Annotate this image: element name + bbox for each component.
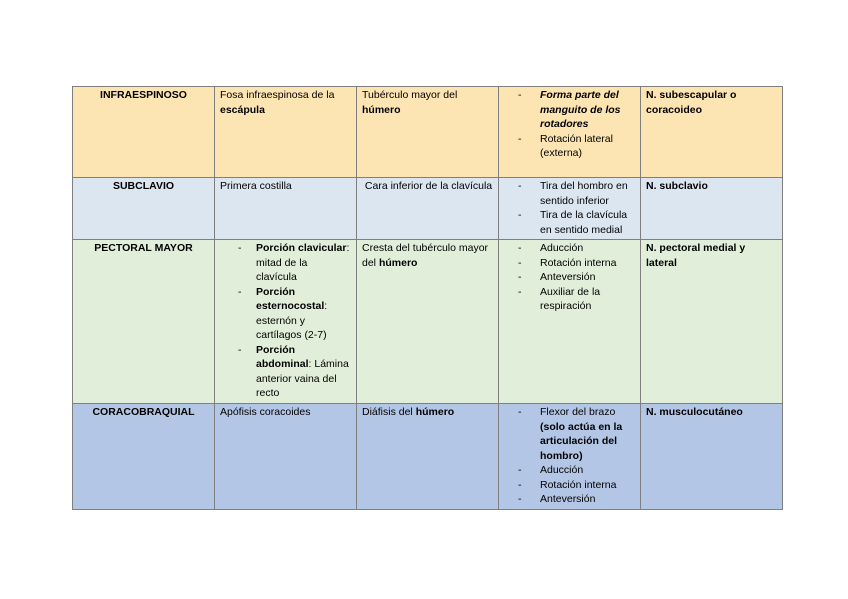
table-row xyxy=(73,87,783,178)
list-item: - Anteversión xyxy=(504,492,635,507)
muscle-name: INFRAESPINOSO xyxy=(73,87,215,178)
origin-cell xyxy=(215,240,357,404)
list-item: - Rotación interna xyxy=(504,478,635,493)
origin-cell: Fosa infraespinosa de la escápula xyxy=(215,87,357,178)
list-item: - Porción clavicular: mitad de la clavícula xyxy=(220,241,351,285)
table-row xyxy=(73,240,783,404)
list-item: - Porción esternocostal: esternón y cartílagos (2-7) xyxy=(220,285,351,343)
muscle-name: PECTORAL MAYOR xyxy=(73,240,215,404)
origin-cell: Apófisis coracoides xyxy=(215,404,357,510)
insertion-cell: Diáfisis del húmero xyxy=(357,404,499,510)
origin-cell: Primera costilla xyxy=(215,178,357,240)
list-item: - Rotación interna xyxy=(504,256,635,271)
list-item: - Flexor del brazo (solo actúa en la articulación del hombro) xyxy=(504,405,635,463)
list-item: - Forma parte del manguito de los rotadores xyxy=(504,88,635,132)
action-cell xyxy=(499,404,641,510)
insertion-cell: Cara inferior de la clavícula xyxy=(357,178,499,240)
action-cell xyxy=(499,178,641,240)
nerve-cell: N. musculocutáneo xyxy=(641,404,783,510)
list-item: - Rotación lateral (externa) xyxy=(504,132,635,161)
insertion-cell: Cresta del tubérculo mayor del húmero xyxy=(357,240,499,404)
list-item: - Porción abdominal: Lámina anterior vaina del recto xyxy=(220,343,351,401)
action-cell xyxy=(499,87,641,178)
muscle-name: CORACOBRAQUIAL xyxy=(73,404,215,510)
list-item: - Tira de la clavícula en sentido medial xyxy=(504,208,635,237)
nerve-cell: N. subescapular o coracoideo xyxy=(641,87,783,178)
table-row xyxy=(73,178,783,240)
list-item: - Anteversión xyxy=(504,270,635,285)
insertion-cell: Tubérculo mayor del húmero xyxy=(357,87,499,178)
list-item: - Aducción xyxy=(504,463,635,478)
nerve-cell: N. pectoral medial y lateral xyxy=(641,240,783,404)
list-item: - Aducción xyxy=(504,241,635,256)
list-item: - Tira del hombro en sentido inferior xyxy=(504,179,635,208)
table-row xyxy=(73,404,783,510)
list-item: - Auxiliar de la respiración xyxy=(504,285,635,314)
nerve-cell: N. subclavio xyxy=(641,178,783,240)
action-cell xyxy=(499,240,641,404)
muscle-table xyxy=(72,86,783,510)
muscle-name: SUBCLAVIO xyxy=(73,178,215,240)
